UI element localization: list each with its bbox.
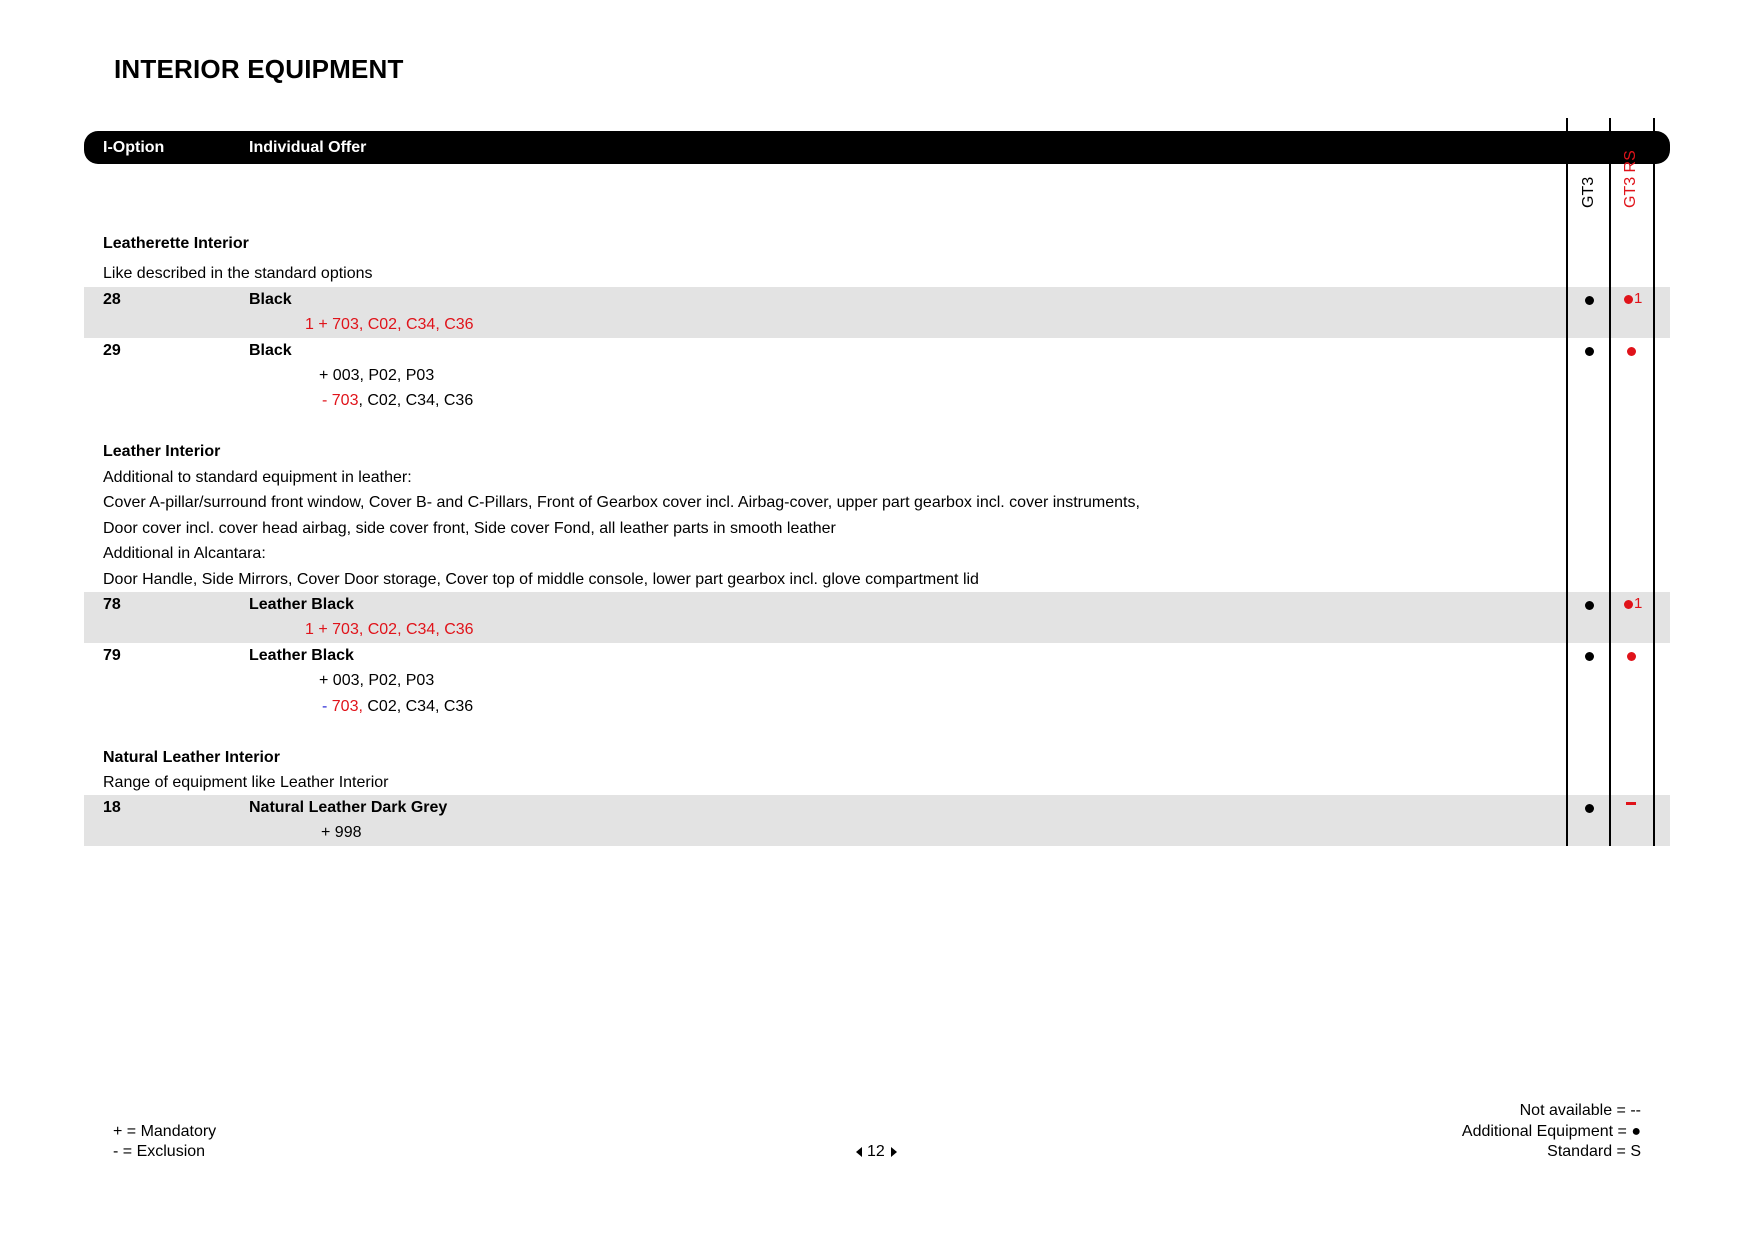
exclusion-codes xyxy=(322,697,473,717)
mandatory-mark: 1 + xyxy=(305,316,328,333)
not-available-mark-gt3rs xyxy=(1626,802,1636,805)
excluded-code: 703 xyxy=(331,392,359,409)
availability-dot-gt3 xyxy=(1585,296,1594,305)
page-title: INTERIOR EQUIPMENT xyxy=(114,54,404,84)
mandatory-codes xyxy=(305,620,474,640)
legend-not-available: Not available = -- xyxy=(1519,1102,1641,1119)
section-description: Additional in Alcantara: xyxy=(103,545,266,562)
option-code: 79 xyxy=(103,647,121,664)
option-name: Leather Black xyxy=(249,647,354,664)
legend-exclusion: - = Exclusion xyxy=(113,1143,206,1160)
option-code: 18 xyxy=(103,799,121,816)
option-code: 29 xyxy=(103,342,121,359)
mandatory-codes xyxy=(319,366,434,386)
option-name: Natural Leather Dark Grey xyxy=(249,799,448,816)
mandatory-mark: + xyxy=(319,367,329,384)
option-name: Leather Black xyxy=(249,596,354,613)
option-name: Black xyxy=(249,291,292,308)
exclusion-mark: - xyxy=(322,392,328,409)
section-description: Additional to standard equipment in leather: xyxy=(103,469,412,486)
legend-mandatory: + = Mandatory xyxy=(113,1123,217,1140)
legend-standard: Standard = S xyxy=(1547,1143,1641,1160)
exclusion-codes xyxy=(322,391,473,411)
option-code: 28 xyxy=(103,291,121,308)
availability-dot-gt3rs xyxy=(1624,295,1633,304)
column-divider xyxy=(1653,118,1655,846)
code-list: , C02, C34, C36 xyxy=(358,392,474,409)
code-list: 003, P02, P03 xyxy=(332,672,435,689)
availability-dot-gt3 xyxy=(1585,804,1594,813)
availability-dot-gt3rs xyxy=(1624,600,1633,609)
availability-dot-gt3rs xyxy=(1627,347,1636,356)
section-title: Leatherette Interior xyxy=(103,235,249,252)
section-title: Leather Interior xyxy=(103,443,221,460)
section-description: Like described in the standard options xyxy=(103,265,373,282)
section-description: Door Handle, Side Mirrors, Cover Door storage, Cover top of middle console, lower part gearbox incl. glove compartment lid xyxy=(103,571,979,588)
section-description: Door cover incl. cover head airbag, side cover front, Side cover Fond, all leather parts in smooth leather xyxy=(103,520,836,537)
section-description: Range of equipment like Leather Interior xyxy=(103,774,389,791)
page-number: 12 xyxy=(867,1143,885,1160)
code-list: C02, C34, C36 xyxy=(362,698,474,715)
mandatory-codes xyxy=(319,671,434,691)
code-list: 998 xyxy=(334,824,362,841)
mandatory-mark: 1 + xyxy=(305,621,328,638)
mandatory-mark: + xyxy=(321,824,331,841)
availability-dot-gt3 xyxy=(1585,601,1594,610)
code-list: 703, C02, C34, C36 xyxy=(332,621,474,638)
section-title: Natural Leather Interior xyxy=(103,749,280,766)
column-label-gt3rs: GT3 RS xyxy=(1622,150,1639,208)
option-code: 78 xyxy=(103,596,121,613)
column-label-gt3: GT3 xyxy=(1580,176,1597,208)
availability-dot-gt3rs xyxy=(1627,652,1636,661)
section-description: Cover A-pillar/surround front window, Cover B- and C-Pillars, Front of Gearbox cover incl. Airbag-cover, upper part gearbox incl. cover instruments, xyxy=(103,494,1140,511)
code-list: 703, C02, C34, C36 xyxy=(332,316,474,333)
exclusion-mark: - xyxy=(322,698,328,715)
mandatory-codes xyxy=(305,315,474,335)
column-divider xyxy=(1566,118,1568,846)
column-divider xyxy=(1609,118,1611,846)
excluded-code: 703, xyxy=(331,698,363,715)
previous-page-icon[interactable] xyxy=(856,1147,862,1157)
option-name: Black xyxy=(249,342,292,359)
footnote-mark: 1 xyxy=(1634,290,1643,307)
code-list: 003, P02, P03 xyxy=(332,367,435,384)
mandatory-codes xyxy=(321,823,362,843)
footnote-mark: 1 xyxy=(1634,595,1643,612)
next-page-icon[interactable] xyxy=(891,1147,897,1157)
availability-dot-gt3 xyxy=(1585,652,1594,661)
availability-dot-gt3 xyxy=(1585,347,1594,356)
legend-additional-equipment: Additional Equipment = ● xyxy=(1461,1123,1641,1140)
mandatory-mark: + xyxy=(319,672,329,689)
header-option: I-Option xyxy=(103,139,165,156)
header-offer: Individual Offer xyxy=(249,139,367,156)
